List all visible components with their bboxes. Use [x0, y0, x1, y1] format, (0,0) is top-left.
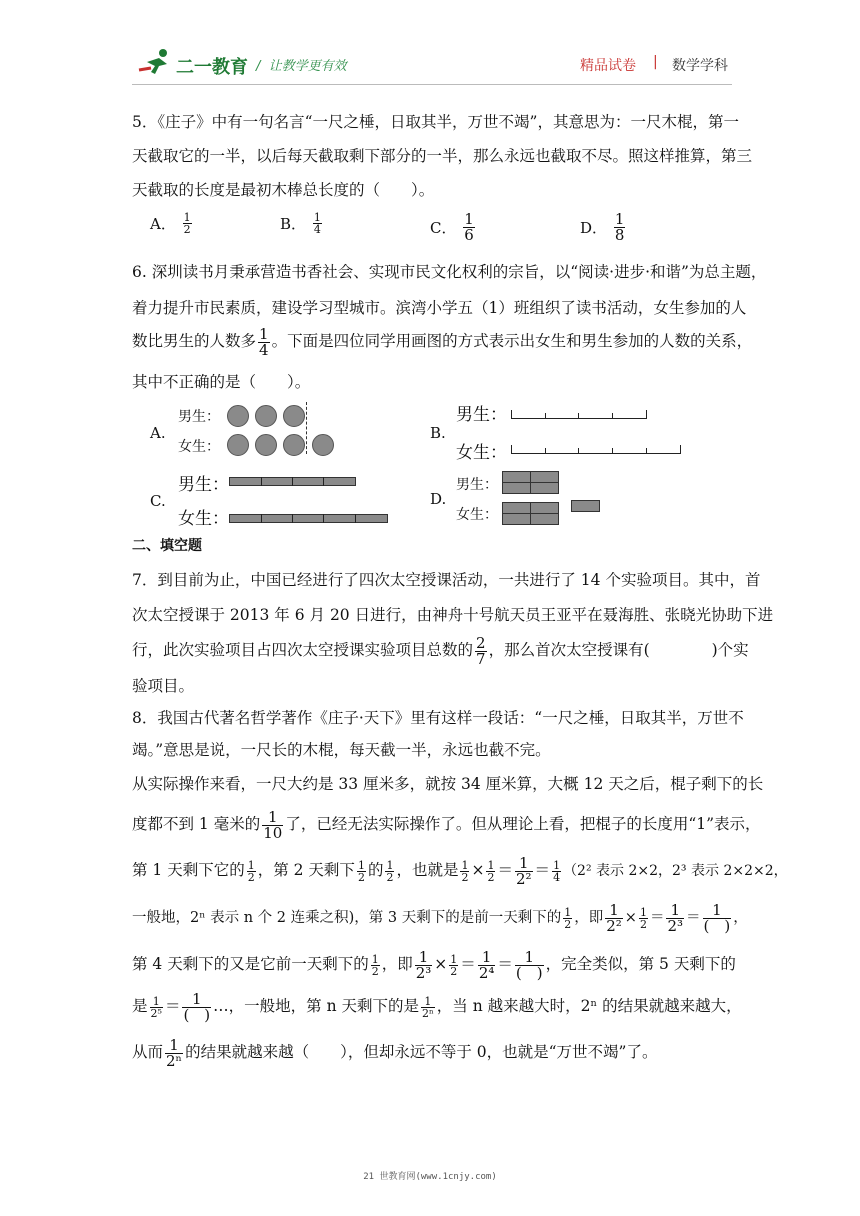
q6-line1: 6. 深圳读书月秉承营造书香社会、实现市民文化权利的宗旨，以“阅读·进步·和谐”为总主题，: [132, 263, 767, 281]
q6-line4: 其中不正确的是（ ）。: [132, 373, 311, 391]
boy-circle: [227, 405, 249, 427]
q6-line2: 着力提升市民素质，建设学习型城市。滨湾小学五（1）班组织了读书活动，女生参加的人: [132, 299, 747, 317]
footer-text: 21 世教育网(www.1cnjy.com): [363, 1172, 497, 1182]
girl-circle: [312, 434, 334, 456]
q6-diagram-b[interactable]: B. 男生： 女生：: [420, 398, 720, 464]
q7-line1: 7．到目前为止，中国已经进行了四次太空授课活动，一共进行了 14 个实验项目。其中，首: [132, 571, 761, 589]
answer-blank[interactable]: ( ): [703, 916, 731, 935]
q8-line7: 第 4 天剩下的又是它前一天剩下的 $\frac{1}{2}$ ，即 $\frac{1}{\text{2³}}$ × $\frac{1}{2}$ ＝ $\frac{1}{\text{2⁴}}$ ＝ $\frac{1}{( )}$ ，完全类似，第 5 天剩下的: [132, 947, 736, 982]
boy-block: [530, 482, 559, 494]
q5-option-b[interactable]: B． $\frac{1}{4}$: [280, 211, 321, 236]
q6-diagram-c[interactable]: C. 男生： 女生：: [0, 466, 420, 530]
logo-runner-icon: [137, 48, 175, 78]
q6-diagram-a[interactable]: A. 男生： 女生：: [0, 400, 420, 462]
girl-circle: [255, 434, 277, 456]
header-subject: 数学学科: [672, 58, 728, 74]
slogan: / 让教学更有效: [256, 59, 347, 74]
girl-circle: [227, 434, 249, 456]
q6-line3: 数比男生的人数多 $\frac{1}{4}$ 。下面是四位同学用画图的方式表示出女生和男生参加的人数的关系，: [132, 324, 753, 359]
girl-block: [530, 513, 559, 525]
boy-block: [502, 482, 531, 494]
q5-option-a[interactable]: A． $\frac{1}{2}$: [150, 211, 191, 236]
header-divider: [132, 84, 732, 85]
q8-line3: 从实际操作来看，一尺大约是 33 厘米多，就按 34 厘米算，大概 12 天之后，棍子剩下的长: [132, 775, 764, 793]
logo-text: 二一教育: [176, 57, 248, 78]
answer-blank[interactable]: ( ): [183, 1005, 211, 1024]
girl-bar: [229, 514, 388, 523]
q5-line2: 天截取它的一半，以后每天截取剩下部分的一半，那么永远也截取不尽。照这样推算，第三: [132, 147, 753, 165]
boy-circle: [255, 405, 277, 427]
q7-line4: 验项目。: [132, 677, 195, 695]
header-tag-premium: 精品试卷: [580, 58, 636, 74]
girl-block: [502, 513, 531, 525]
q6-diagram-d[interactable]: D. 男生： 女生：: [420, 466, 720, 530]
q8-line6: 一般地，2ⁿ 表示 n 个 2 连乘之积)，第 3 天剩下的是前一天剩下的 $\frac{1}{2}$ ，即 $\frac{1}{\text{2²}}$ × $\frac{1}{2}$ ＝ $\frac{1}{\text{2³}}$ ＝ $\frac{1}{( )}$ ，: [132, 900, 748, 935]
girl-circle: [283, 434, 305, 456]
section-title: 二、填空题: [132, 538, 202, 554]
q8-line8: 是 $\frac{1}{\text{2⁵}}$ ＝ $\frac{1}{( )}$ …，一般地，第 n 天剩下的是 $\frac{1}{\text{2ⁿ}}$ ，当 n 越来越大时，2ⁿ 的结果就越来越大，: [132, 989, 742, 1024]
boy-circle: [283, 405, 305, 427]
q5-option-d[interactable]: D． $\frac{1}{8}$: [580, 210, 625, 244]
girl-segment-line: [511, 453, 680, 454]
answer-blank[interactable]: ( ): [515, 963, 543, 982]
dashed-divider: [306, 402, 307, 454]
q7-line3: 行，此次实验项目占四次太空授课实验项目总数的 $\frac{2}{7}$ ，那么首次太空授课有( )个实: [132, 633, 749, 668]
q8-line9: 从而 $\frac{1}{\text{2ⁿ}}$ 的结果就越来越（ ），但却永远不等于 0，也就是“万世不竭”了。: [132, 1035, 658, 1070]
q8-line4: 度都不到 1 毫米的 $\frac{1}{10}$ 了，已经无法实际操作了。但从理论上看，把棍子的长度用“1”表示，: [132, 807, 761, 842]
q8-line1: 8．我国古代著名哲学著作《庄子·天下》里有这样一段话：“一尺之棰，日取其半，万世不: [132, 709, 744, 727]
q5-line1: 5．《庄子》中有一句名言“一尺之棰，日取其半，万世不竭”，其意思为：一尺木棍，第一: [132, 113, 739, 131]
q8-line5: 第 1 天剩下它的 $\frac{1}{2}$ ，第 2 天剩下 $\frac{1}{2}$ 的 $\frac{1}{2}$ ，也就是 $\frac{1}{2}$ × $\frac{1}{2}$ ＝ $\frac{1}{\text{2²}}$ ＝ $\frac{1}{4}$ （2² 表示 2×2，2³ 表示 2×2×2，: [132, 853, 788, 888]
q8-line2: 竭。”意思是说，一尺长的木棍，每天截一半，永远也截不完。: [132, 741, 551, 759]
header-separator: |: [653, 54, 658, 70]
girl-extra-block: [571, 500, 600, 512]
header: [0, 0, 860, 90]
q7-line2: 次太空授课于 2013 年 6 月 20 日进行，由神舟十号航天员王亚平在聂海胜、张晓光协助下进: [132, 606, 774, 624]
q5-option-c[interactable]: C． $\frac{1}{6}$: [430, 210, 474, 244]
q5-line3: 天截取的长度是最初木棒总长度的（ ）。: [132, 181, 435, 199]
